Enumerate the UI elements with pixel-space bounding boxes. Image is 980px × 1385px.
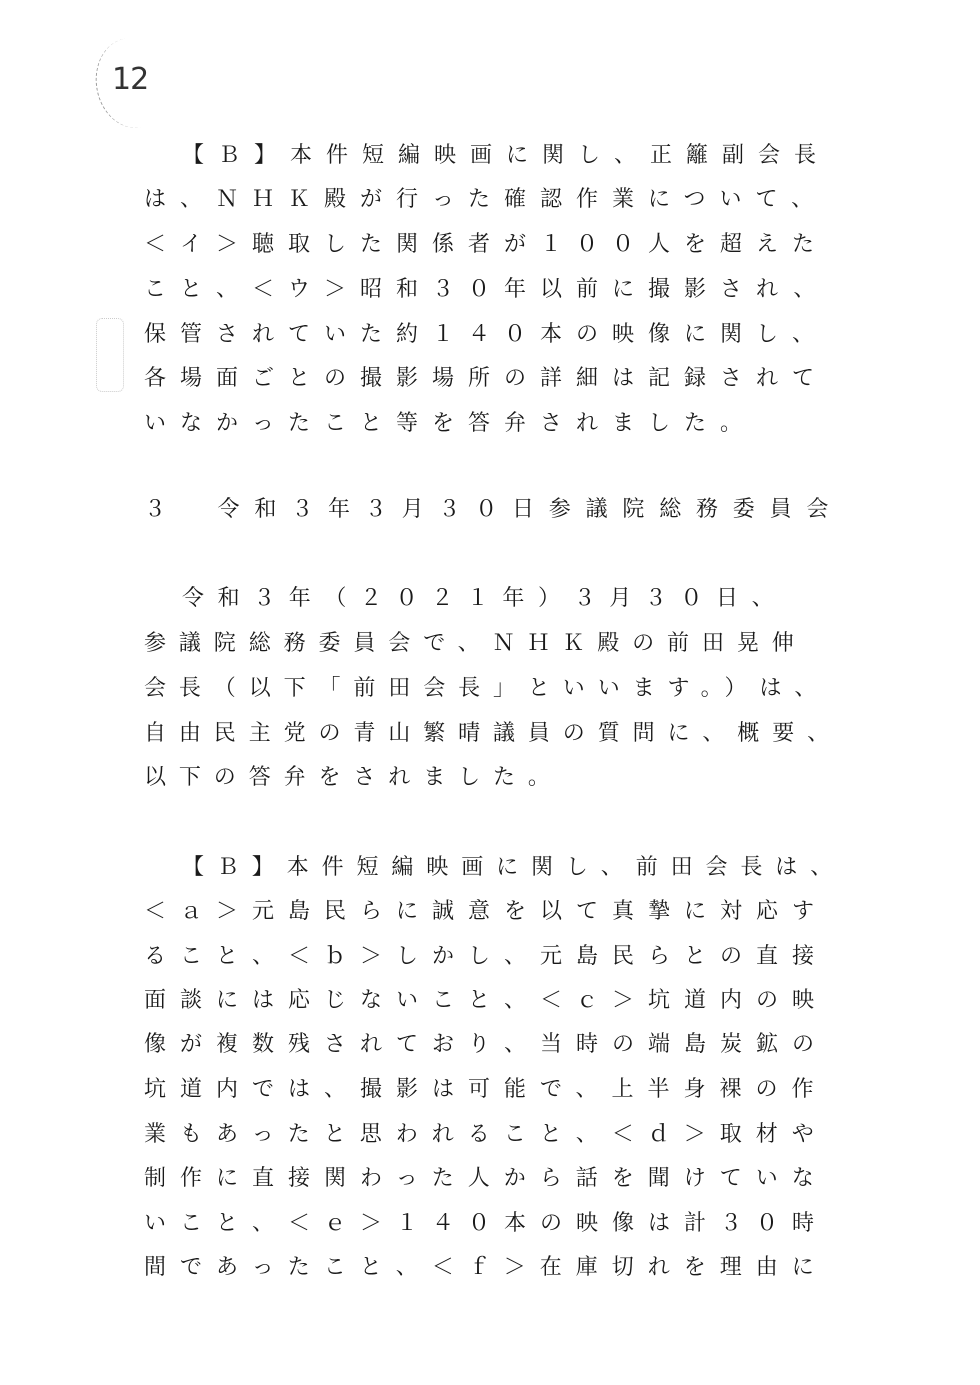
text-line: ること、＜ｂ＞しかし、元島民らとの直接 [144,944,829,969]
text-line: 会長（以下「前田会長」といいます。）は、 [144,676,830,701]
text-line: 坑道内では、撮影は可能で、上半身裸の作 [144,1077,828,1102]
text-line: いなかったこと等を答弁されました。 [144,411,757,436]
text-line: ＜ａ＞元島民らに誠意を以て真摯に対応す [144,899,829,924]
text-line: 令和３年（２０２１年）３月３０日、 [182,586,788,611]
section-heading: ３ 令和３年３月３０日参議院総務委員会 [144,497,844,522]
text-line: ＜イ＞聴取した関係者が１００人を超えた [144,232,829,257]
text-line: 面談には応じないこと、＜ｃ＞坑道内の映 [144,988,829,1013]
text-line: こと、＜ウ＞昭和３０年以前に撮影され、 [144,277,830,302]
page-number: 12 [112,62,149,97]
text-line: 以下の答弁をされました。 [144,765,563,790]
text-line: 業もあったと思われること、＜ｄ＞取材や [144,1122,828,1147]
text-line: は、ＮＨＫ殿が行った確認作業について、 [144,187,828,212]
text-line: 【Ｂ】本件短編映画に関し、前田会長は、 [182,855,846,880]
margin-stamp [96,318,124,392]
text-line: 参議院総務委員会で、ＮＨＫ殿の前田晃伸 [144,631,807,656]
text-line: 保管されていた約１４０本の映像に関し、 [144,322,829,347]
text-line: 【Ｂ】本件短編映画に関し、正籬副会長 [182,143,831,168]
text-line: 制作に直接関わった人から話を聞けていな [144,1166,828,1191]
text-line: 間であったこと、＜ｆ＞在庫切れを理由に [144,1255,828,1280]
text-line: 像が複数残されており、当時の端島炭鉱の [144,1032,829,1057]
text-line: 自由民主党の青山繁晴議員の質問に、概要、 [144,721,843,746]
text-line: いこと、＜ｅ＞１４０本の映像は計３０時 [144,1211,829,1236]
text-line: 各場面ごとの撮影場所の詳細は記録されて [144,366,829,391]
